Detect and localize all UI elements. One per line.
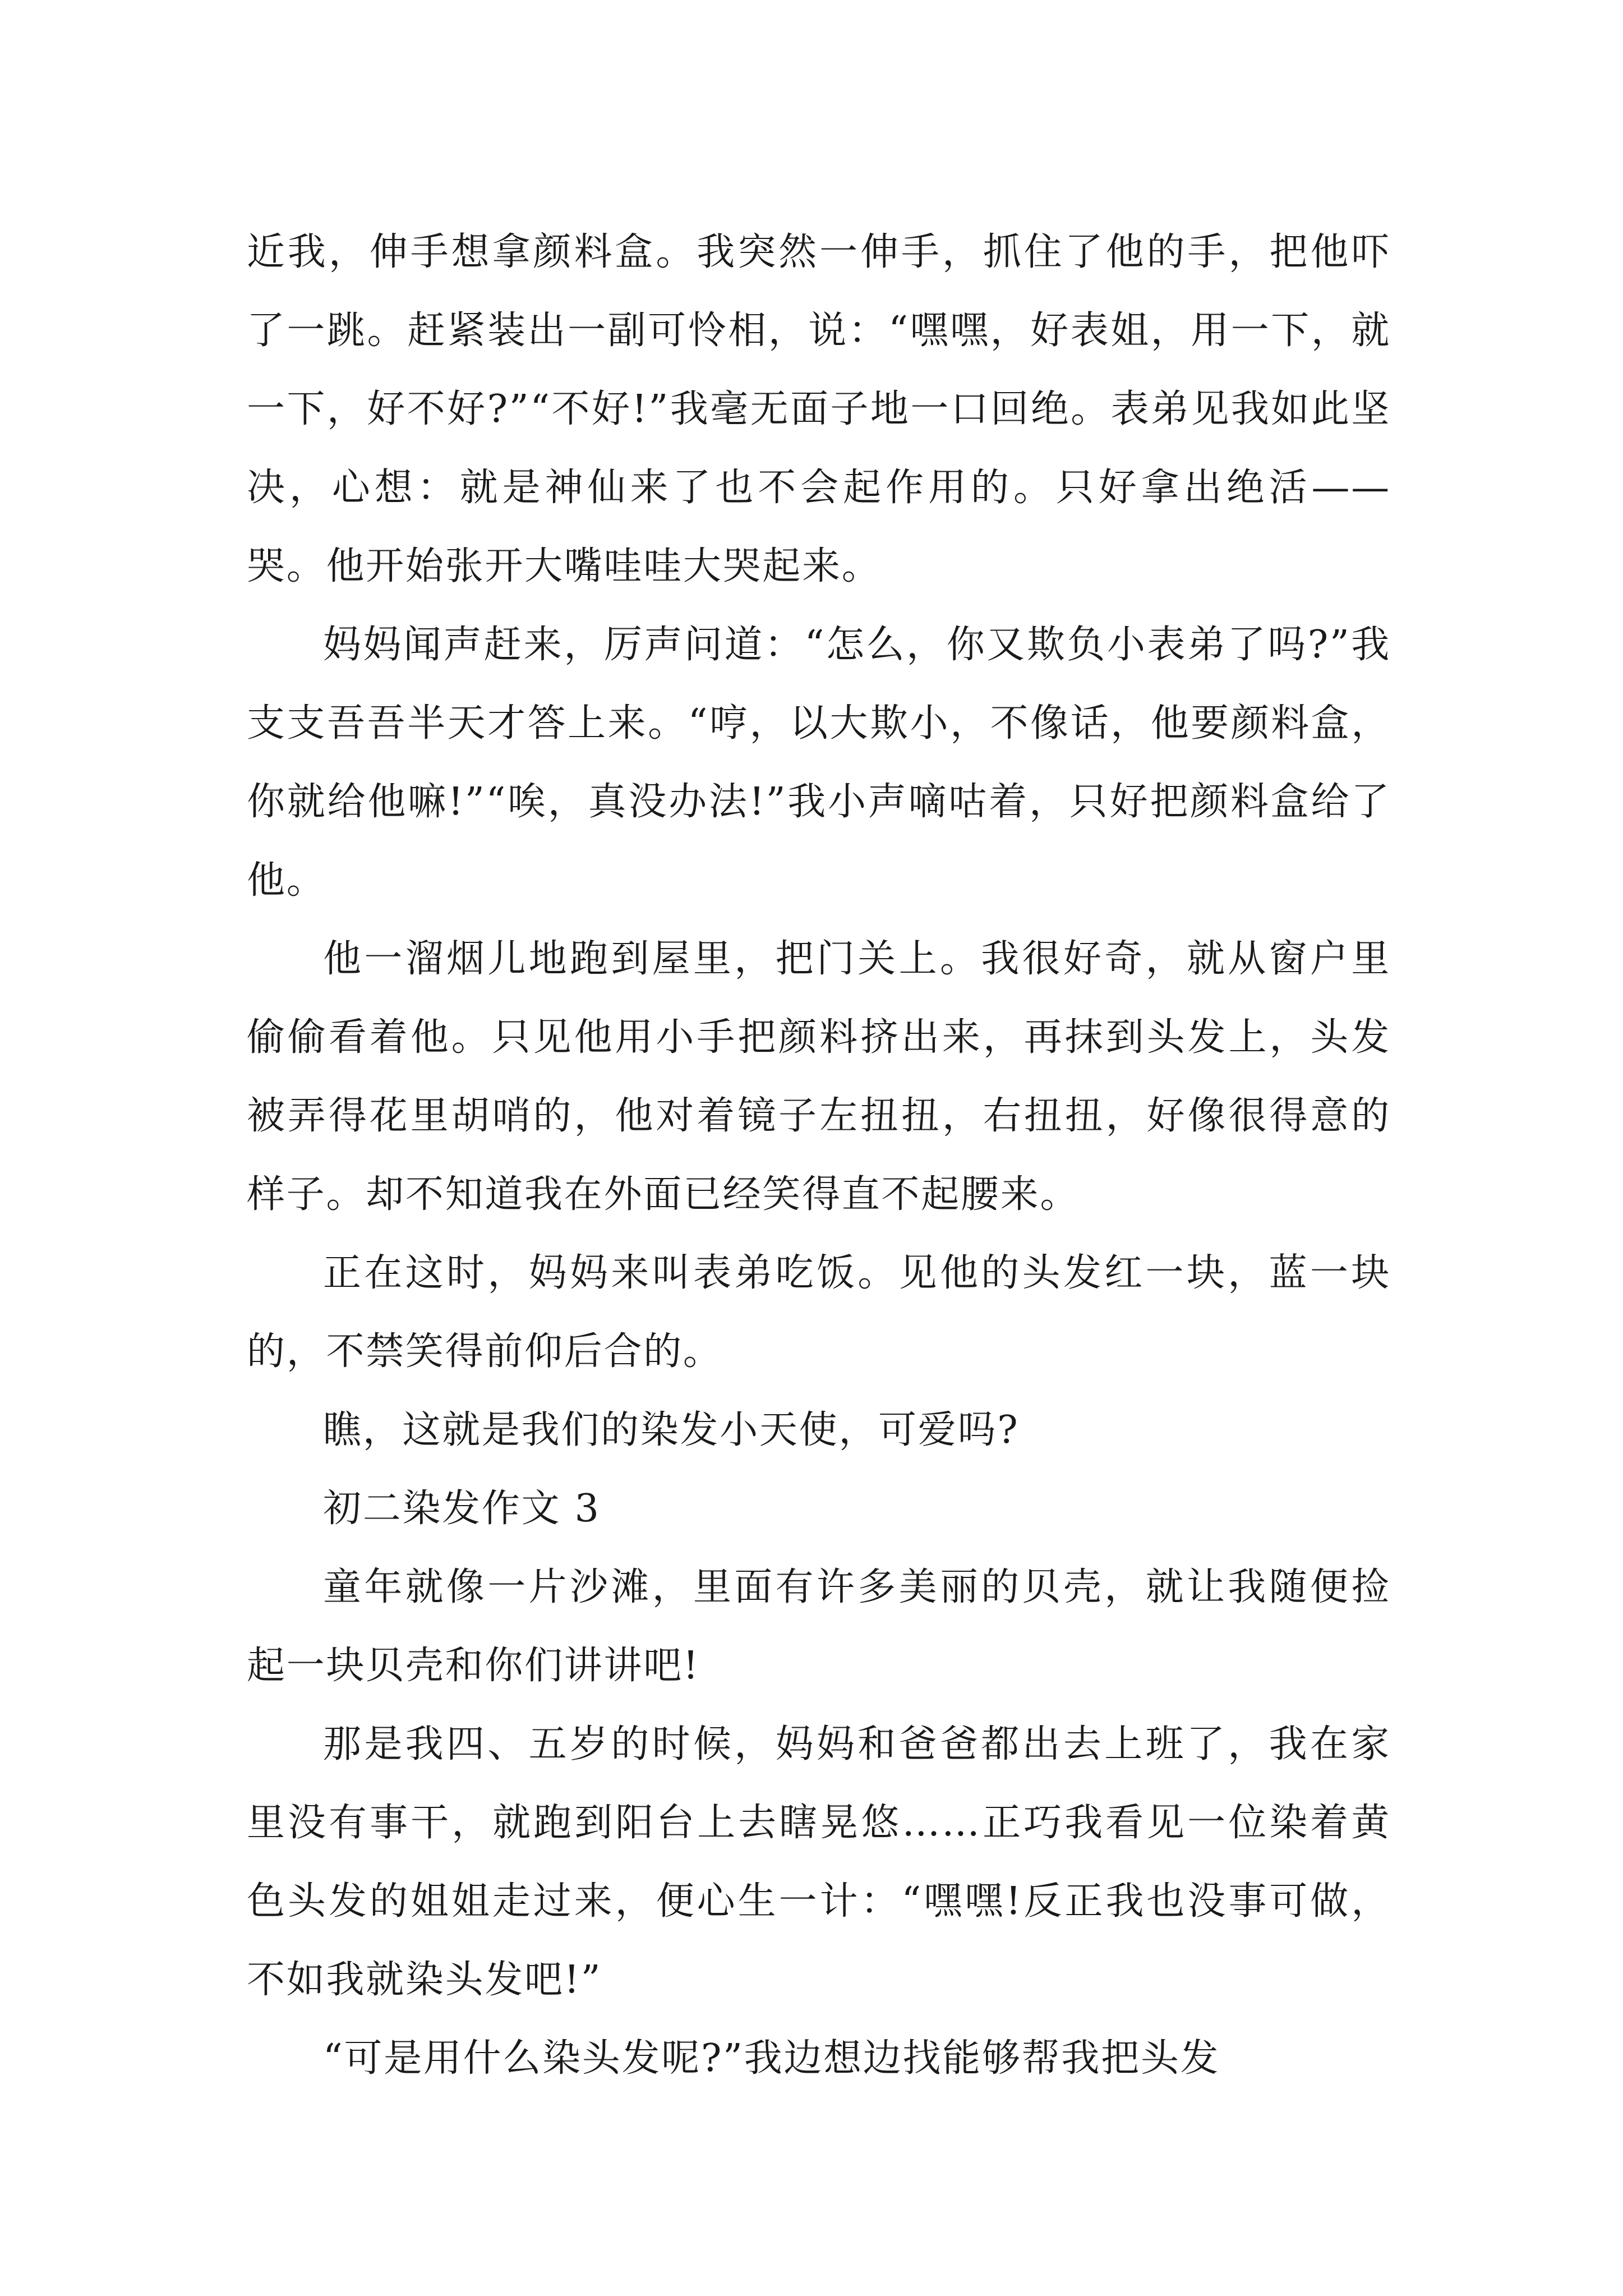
- paragraph-3: 他一溜烟儿地跑到屋里，把门关上。我很好奇，就从窗户里偷偷看着他。只见他用小手把颜料挤出来，再抹到头发上，头发被弄得花里胡哨的，他对着镜子左扭扭，右扭扭，好像很得意的样子。却不知道我在外面已经笑得直不起腰来。: [247, 937, 1391, 1217]
- paragraph-1: 近我，伸手想拿颜料盒。我突然一伸手，抓住了他的手，把他吓了一跳。赶紧装出一副可怜相，说：“嘿嘿，好表姐，用一下，就一下，好不好?”“不好!”我毫无面子地一口回绝。表弟见我如此坚决，心想：就是神仙来了也不会起作用的。只好拿出绝活——哭。他开始张开大嘴哇哇大哭起来。: [247, 230, 1391, 588]
- paragraph-7: 那是我四、五岁的时候，妈妈和爸爸都出去上班了，我在家里没有事干，就跑到阳台上去瞎晃悠……正巧我看见一位染着黄色头发的姐姐走过来，便心生一计：“嘿嘿!反正我也没事可做，不如我就染头发吧!”: [247, 1722, 1391, 2002]
- section-heading: 初二染发作文 3: [323, 1487, 601, 1531]
- paragraph-6: 童年就像一片沙滩，里面有许多美丽的贝壳，就让我随便捡起一块贝壳和你们讲讲吧!: [247, 1565, 1391, 1688]
- paragraph-8: “可是用什么染头发呢?”我边想边找能够帮我把头发: [323, 2036, 1220, 2081]
- document-page: [247, 213, 1391, 2098]
- paragraph-2: 妈妈闻声赶来，厉声问道：“怎么，你又欺负小表弟了吗?”我支支吾吾半天才答上来。“哼，以大欺小，不像话，他要颜料盒，你就给他嘛!”“唉，真没办法!”我小声嘀咕着，只好把颜料盒给了他。: [247, 623, 1391, 903]
- paragraph-4: 正在这时，妈妈来叫表弟吃饭。见他的头发红一块，蓝一块的，不禁笑得前仰后合的。: [247, 1251, 1391, 1374]
- paragraph-5: 瞧，这就是我们的染发小天使，可爱吗?: [323, 1408, 1020, 1452]
